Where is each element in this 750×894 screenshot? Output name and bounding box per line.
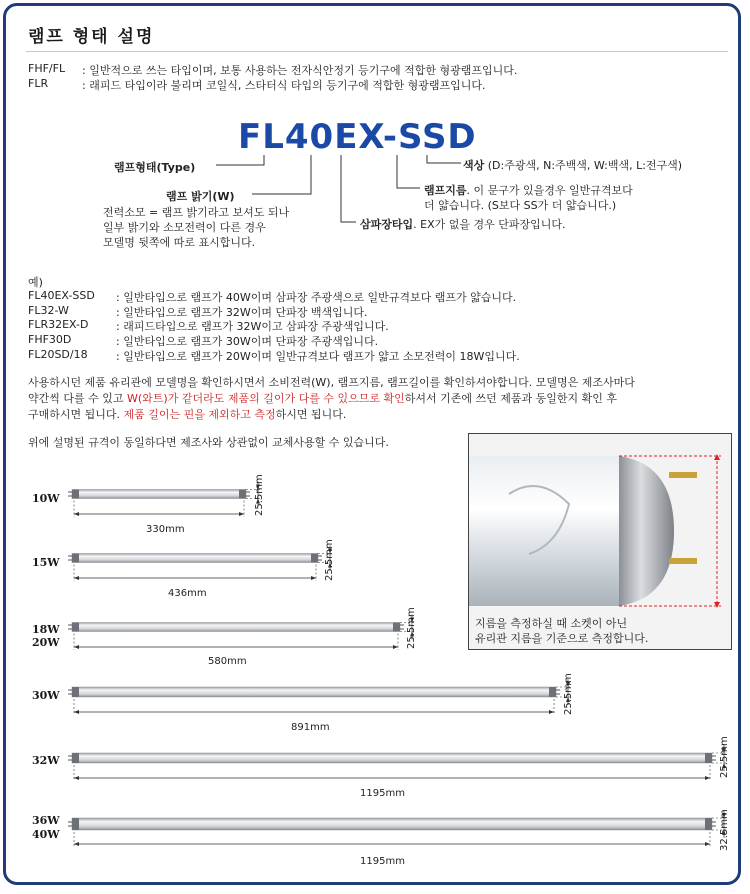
tube-diameter-18w: 25.5mm: [406, 607, 417, 649]
dim-arrow: [74, 710, 79, 714]
tube-cap-right: [311, 554, 318, 563]
notice-line3-b: 하시면 됩니다.: [275, 408, 347, 421]
notice-line2-red: W(와트)가 같더라도 제품의 길이가 다를 수 있으므로 확인: [127, 392, 405, 405]
legend-diameter-title: 램프지름: [424, 184, 467, 197]
photo-caption-line1: 지름을 측정하실 때 소켓이 아닌: [475, 617, 628, 630]
tube-label-32w: 32W: [32, 754, 60, 767]
tube-cap-right: [705, 818, 712, 830]
example-code: FL40EX-SSD: [28, 289, 95, 302]
legend-brightness-line2: 일부 밝기와 소모전력이 다른 경우: [103, 221, 266, 234]
tube-label-10w: 10W: [32, 492, 60, 505]
tube-length-36w: 1195mm: [360, 856, 405, 867]
tube-label-36w: 36W: [32, 814, 60, 827]
tube-label-30w: 30W: [32, 689, 60, 702]
tube-length-18w: 580mm: [208, 656, 247, 667]
tube-cap-left: [72, 753, 79, 763]
legend-ex-title: 삼파장타입: [360, 218, 414, 231]
example-desc: : 일반타입으로 램프가 30W이며 단파장 주광색입니다.: [116, 335, 379, 348]
tube-cap-right: [549, 687, 556, 697]
photo-caption-line2: 유리관 지름을 기준으로 측정합니다.: [475, 632, 649, 645]
dim-arrow: [74, 776, 79, 780]
legend-diameter-line2: 더 얇습니다. (S보다 SS가 더 얇습니다.): [424, 199, 617, 212]
tube-label-18w: 18W: [32, 623, 60, 636]
legend-color-title: 색상: [463, 159, 485, 172]
dim-arrow: [74, 842, 79, 846]
tube-cap-right: [393, 623, 400, 632]
tube-glass: [72, 818, 712, 830]
tube-cap-left: [72, 490, 79, 499]
notice-line2-b: 하셔서 기존에 쓰던 제품과 동일한지 확인 후: [404, 392, 617, 405]
dim-arrow: [705, 842, 710, 846]
legend-ex-desc: . EX가 없을 경우 단파장입니다.: [413, 218, 566, 231]
type-desc-fhf: : 일반적으로 쓰는 타입이며, 보통 사용하는 전자식안정기 등기구에 적합한 형광램프입니다.: [82, 64, 518, 77]
tube-label-15w: 15W: [32, 556, 60, 569]
examples-heading: 예): [28, 276, 43, 289]
legend-type: 램프형태(Type): [114, 161, 196, 174]
legend-diameter-line1: . 이 문구가 있을경우 일반규격보다: [466, 184, 633, 197]
type-code-flr: FLR: [28, 77, 49, 90]
tube-cap-left: [72, 623, 79, 632]
example-desc: : 일반타입으로 램프가 20W이며 일반규격보다 램프가 얇고 소모전력이 18W입니다.: [116, 350, 520, 363]
tube-cap-right: [239, 490, 246, 499]
dim-arrow: [74, 512, 79, 516]
dim-arrow: [549, 710, 554, 714]
tube-cap-left: [72, 818, 79, 830]
notice-line3-a: 구매하시면 됩니다.: [28, 408, 124, 421]
example-desc: : 래피드타입으로 램프가 32W이고 삼파장 주광색입니다.: [116, 320, 389, 333]
dim-arrow: [74, 645, 79, 649]
tube-diameter-15w: 25.5mm: [324, 539, 335, 581]
tube-length-10w: 330mm: [146, 524, 185, 535]
legend-brightness-line3: 모델명 뒷쪽에 따로 표시합니다.: [103, 236, 256, 249]
tube-cap-left: [72, 554, 79, 563]
notice-line2-a: 약간씩 다를 수 있고: [28, 392, 127, 405]
dim-arrow: [74, 576, 79, 580]
tube-glass: [72, 687, 556, 697]
tube-glass: [72, 554, 318, 563]
tube-length-30w: 891mm: [291, 722, 330, 733]
notice-line3-red: 제품 길이는 핀을 제외하고 측정: [123, 408, 276, 421]
tube-label-40w: 40W: [32, 828, 60, 841]
tube-diameter-36w: 32.5mm: [719, 809, 730, 851]
legend-brightness-title: 램프 밝기(W): [166, 190, 235, 203]
tube-diagrams: [6, 6, 741, 885]
example-desc: : 일반타입으로 램프가 40W이며 삼파장 주광색으로 일반규격보다 램프가 얇습니다.: [116, 291, 517, 304]
type-code-fhf: FHF/FL: [28, 62, 66, 75]
tube-cap-left: [72, 687, 79, 697]
tube-glass: [72, 490, 246, 499]
tube-length-15w: 436mm: [168, 588, 207, 599]
dim-arrow: [705, 776, 710, 780]
dim-arrow: [393, 645, 398, 649]
type-desc-flr: : 래피드 타입이라 불리며 코일식, 스타터식 타입의 등기구에 적합한 형광램프입니다.: [82, 79, 486, 92]
example-code: FLR32EX-D: [28, 318, 89, 331]
page-title: 램프 형태 설명: [28, 27, 155, 47]
example-code: FL32-W: [28, 304, 69, 317]
tube-diameter-10w: 25.5mm: [254, 474, 265, 516]
example-code: FHF30D: [28, 333, 72, 346]
legend-brightness-line1: 전력소모 = 램프 밝기라고 보셔도 되나: [103, 206, 290, 219]
dim-arrow: [311, 576, 316, 580]
tube-length-32w: 1195mm: [360, 788, 405, 799]
tube-diameter-32w: 25.5mm: [719, 736, 730, 778]
tube-glass: [72, 623, 400, 632]
tube-label-20w: 20W: [32, 636, 60, 649]
tube-diameter-30w: 25.5mm: [563, 673, 574, 715]
example-desc: : 일반타입으로 램프가 32W이며 단파장 백색입니다.: [116, 306, 368, 319]
notice-line1: 사용하시던 제품 유리관에 모델명을 확인하시면서 소비전력(W), 램프지름, 램프길이를 확인하셔야합니다. 모델명은 제조사마다: [28, 376, 635, 389]
tube-cap-right: [705, 753, 712, 763]
content-frame: [3, 3, 741, 885]
dim-arrow: [239, 512, 244, 516]
model-code: FL40EX-SSD: [238, 117, 477, 157]
legend-color-desc: (D:주광색, N:주백색, W:백색, L:전구색): [484, 159, 683, 172]
compat-line: 위에 설명된 규격이 동일하다면 제조사와 상관없이 교체사용할 수 있습니다.: [28, 436, 389, 449]
tube-glass: [72, 753, 712, 763]
example-code: FL20SD/18: [28, 348, 88, 361]
